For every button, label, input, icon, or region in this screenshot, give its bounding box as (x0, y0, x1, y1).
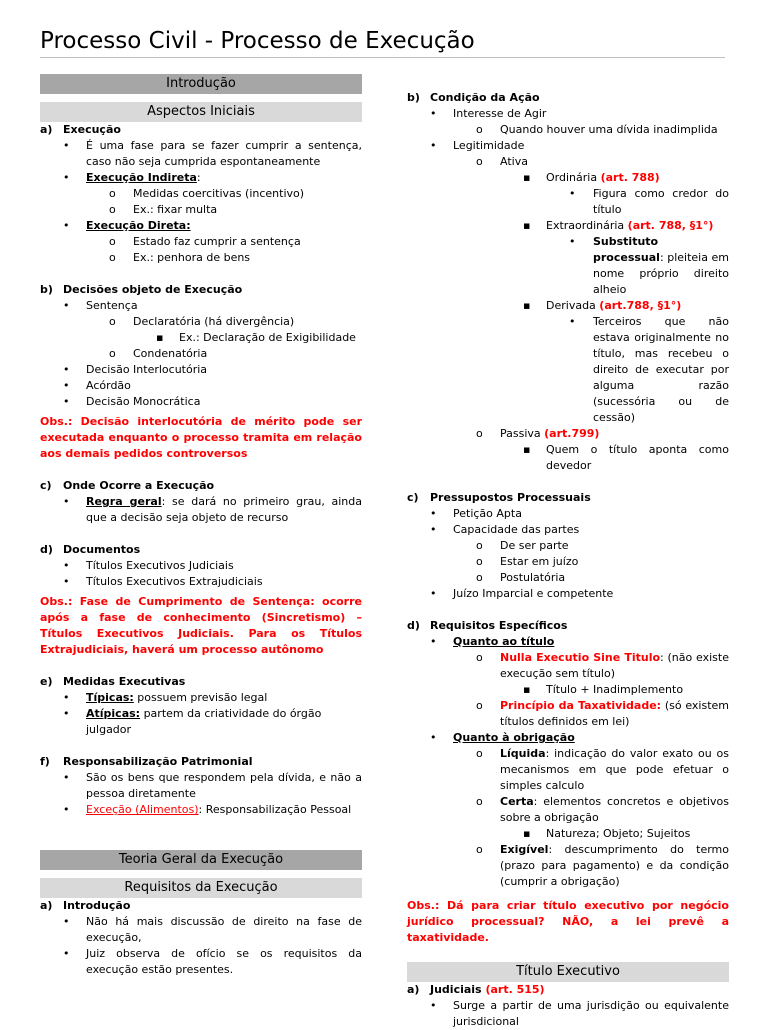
list-item: o Quando houver uma dívida inadimplida (476, 123, 718, 136)
list-item: • Surge a partir de uma jurisdição ou equivalente jurisdicional (407, 998, 729, 1030)
list-item: • Sentença (40, 298, 362, 314)
list-item: • Execução Direta: (40, 218, 362, 234)
list-item: • Substituto processual: pleiteia em nome próprio direito alheio (407, 234, 729, 298)
list-item: • Decisão Interlocutória (40, 362, 362, 378)
list-item: o De ser parte (476, 539, 569, 552)
list-item: • Execução Indireta: (40, 170, 362, 186)
list-item: • São os bens que respondem pela dívida, e não a pessoa diretamente (40, 770, 362, 802)
list-item: ▪ Ordinária (art. 788) (523, 171, 660, 184)
list-item: • Quanto à obrigação (407, 730, 729, 746)
item-f-responsabilizacao: f) Responsabilização Patrimonial (40, 755, 253, 768)
item-a-judiciais: a) Judiciais (art. 515) (407, 983, 545, 996)
item-a-introducao: a) Introdução (40, 899, 131, 912)
list-item: • Exceção (Alimentos): Responsabilização Pessoal (40, 802, 362, 818)
item-e-medidas: e) Medidas Executivas (40, 675, 186, 688)
list-item: • Decisão Monocrática (40, 394, 362, 410)
list-item: ▪ Ex.: Declaração de Exigibilidade (156, 331, 356, 344)
list-item: o Certa: elementos concretos e objetivos sobre a obrigação (476, 795, 729, 824)
list-item: • Não há mais discussão de direito na fase de execução, (40, 914, 362, 946)
subheader-titulo-executivo: Título Executivo (407, 962, 729, 982)
list-item: • Juízo Imparcial e competente (407, 586, 729, 602)
list-item: o Líquida: indicação do valor exato ou os mecanismos em que pode efetuar o simples calculo (476, 747, 729, 792)
list-item: o Postulatória (476, 571, 566, 584)
obs-note: Obs.: Fase de Cumprimento de Sentença: ocorre após a fase de conhecimento (Sincretismo) – Títulos Executivos Judiciais. Para os Títulos Extrajudiciais, haverá um processo autônomo (40, 595, 362, 656)
list-item: o Exigível: descumprimento do termo (prazo para pagamento) e da condição (cumprir a obrigação) (476, 843, 729, 888)
item-d-requisitos-especificos: d) Requisitos Específicos (407, 619, 568, 632)
list-item: • Títulos Executivos Judiciais (40, 558, 362, 574)
section-header-teoria-geral: Teoria Geral da Execução (40, 850, 362, 870)
list-item: • Capacidade das partes (407, 522, 729, 538)
list-item: • Figura como credor do título (407, 186, 729, 218)
list-item: ▪ Extraordinária (art. 788, §1°) (523, 219, 714, 232)
list-item: • Legitimidade (407, 138, 729, 154)
list-item: • Terceiros que não estava originalmente no título, mas recebeu o direito de executar por alguma razão (sucessória ou de cessão) (407, 314, 729, 426)
list-item: • Atípicas: partem da criatividade do órgão julgador (40, 706, 362, 738)
item-b-decisoes: b) Decisões objeto de Execução (40, 283, 243, 296)
list-item: o Declaratória (há divergência) (109, 315, 295, 328)
list-item: o Ex.: penhora de bens (109, 251, 251, 264)
obs-note: Obs.: Dá para criar título executivo por negócio jurídico processual? NÃO, a lei prevê a taxatividade. (407, 899, 729, 944)
list-item: ▪ Natureza; Objeto; Sujeitos (523, 827, 691, 840)
subheader-aspectos-iniciais: Aspectos Iniciais (40, 102, 362, 122)
list-item: • Petição Apta (407, 506, 729, 522)
list-item: o Nulla Executio Sine Titulo: (não existe execução sem título) (476, 651, 729, 680)
list-item: ▪ Quem o título aponta como devedor (523, 443, 729, 472)
list-item: • Quanto ao título (407, 634, 729, 650)
list-item: o Passiva (art.799) (476, 427, 600, 440)
list-item: • Interesse de Agir (407, 106, 729, 122)
list-item: • Títulos Executivos Extrajudiciais (40, 574, 362, 590)
list-item: • É uma fase para se fazer cumprir a sentença, caso não seja cumprida espontaneamente (40, 138, 362, 170)
list-item: • Típicas: possuem previsão legal (40, 690, 362, 706)
list-item: ▪ Derivada (art.788, §1°) (523, 299, 682, 312)
page-title: Processo Civil - Processo de Execução (40, 28, 475, 54)
item-b-condicao-acao: b) Condição da Ação (407, 91, 540, 104)
list-item: o Estado faz cumprir a sentença (109, 235, 301, 248)
list-item: o Ativa (476, 155, 528, 168)
right-column (407, 90, 729, 1030)
title-divider (40, 57, 725, 58)
list-item: o Princípio da Taxatividade: (só existem títulos definidos em lei) (476, 699, 729, 728)
list-item: • Juiz observa de ofício se os requisitos da execução estão presentes. (40, 946, 362, 978)
list-item: o Condenatória (109, 347, 208, 360)
list-item: • Acórdão (40, 378, 362, 394)
left-column (40, 74, 362, 978)
item-a-execucao: a) Execução (40, 123, 121, 136)
subheader-requisitos: Requisitos da Execução (40, 878, 362, 898)
item-d-documentos: d) Documentos (40, 543, 141, 556)
list-item: ▪ Título + Inadimplemento (523, 683, 684, 696)
obs-note: Obs.: Decisão interlocutória de mérito pode ser executada enquanto o processo tramita em relação aos demais pedidos controversos (40, 415, 362, 460)
list-item: o Medidas coercitivas (incentivo) (109, 187, 305, 200)
section-header-introducao: Introdução (40, 74, 362, 94)
item-c-pressupostos: c) Pressupostos Processuais (407, 491, 591, 504)
list-item: o Estar em juízo (476, 555, 579, 568)
item-c-onde-ocorre: c) Onde Ocorre a Execução (40, 479, 215, 492)
list-item: o Ex.: fixar multa (109, 203, 218, 216)
list-item: • Regra geral: se dará no primeiro grau, ainda que a decisão seja objeto de recurso (40, 494, 362, 526)
